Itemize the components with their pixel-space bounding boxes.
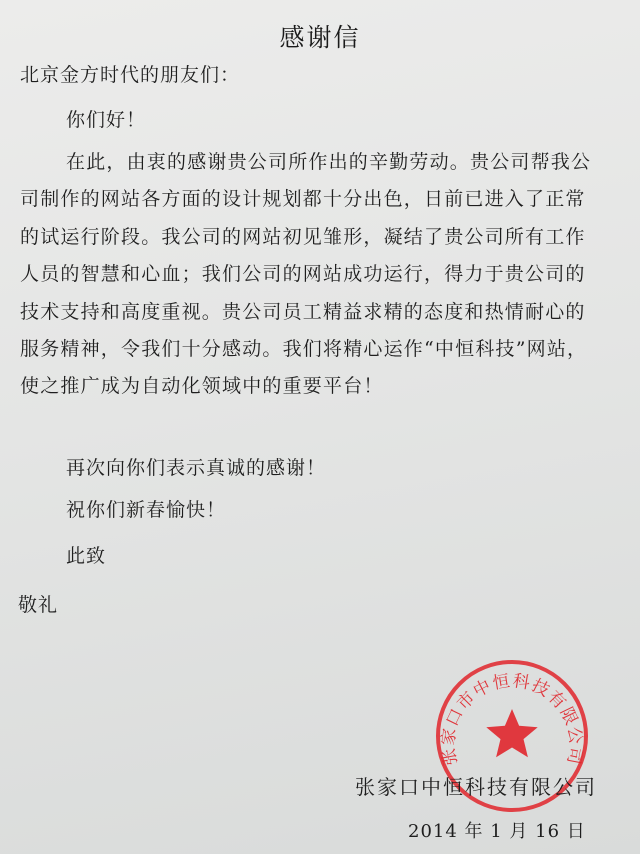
body-line: 的试运行阶段。我公司的网站初见雏形，凝结了贵公司所有工作: [20, 225, 586, 248]
body-line: 人员的智慧和心血；我们公司的网站成功运行，得力于贵公司的: [20, 263, 586, 286]
letter-date: 2014 年 1 月 16 日: [408, 821, 586, 842]
thanks-again: 再次向你们表示真诚的感谢！: [66, 457, 327, 479]
seal-text: 张家口市中恒科技有限公司: [438, 671, 586, 768]
new-year-wish: 祝你们新春愉快！: [66, 499, 227, 521]
letter-title: 感谢信: [279, 23, 361, 52]
letter-body: [20, 144, 620, 406]
body-line: 技术支持和高度重视。贵公司员工精益求精的态度和热情耐心的: [20, 300, 586, 323]
closing-cizhi: 此致: [66, 545, 107, 567]
body-line: 使之推广成为自动化领域中的重要平台！: [20, 375, 384, 398]
seal-star-icon: [486, 709, 537, 757]
closing-jingli: 敬礼: [18, 594, 59, 616]
body-line: 司制作的网站各方面的设计规划都十分出色，日前已进入了正常: [20, 188, 586, 211]
body-line: 服务精神，令我们十分感动。我们将精心运作“中恒科技”网站，: [20, 338, 588, 361]
salutation: 北京金方时代的朋友们：: [20, 64, 241, 86]
signature-company: 张家口中恒科技有限公司: [355, 775, 597, 799]
body-line: 在此，由衷的感谢贵公司所作出的辛勤劳动。贵公司帮我公: [66, 151, 592, 173]
greeting: 你们好！: [66, 109, 147, 131]
